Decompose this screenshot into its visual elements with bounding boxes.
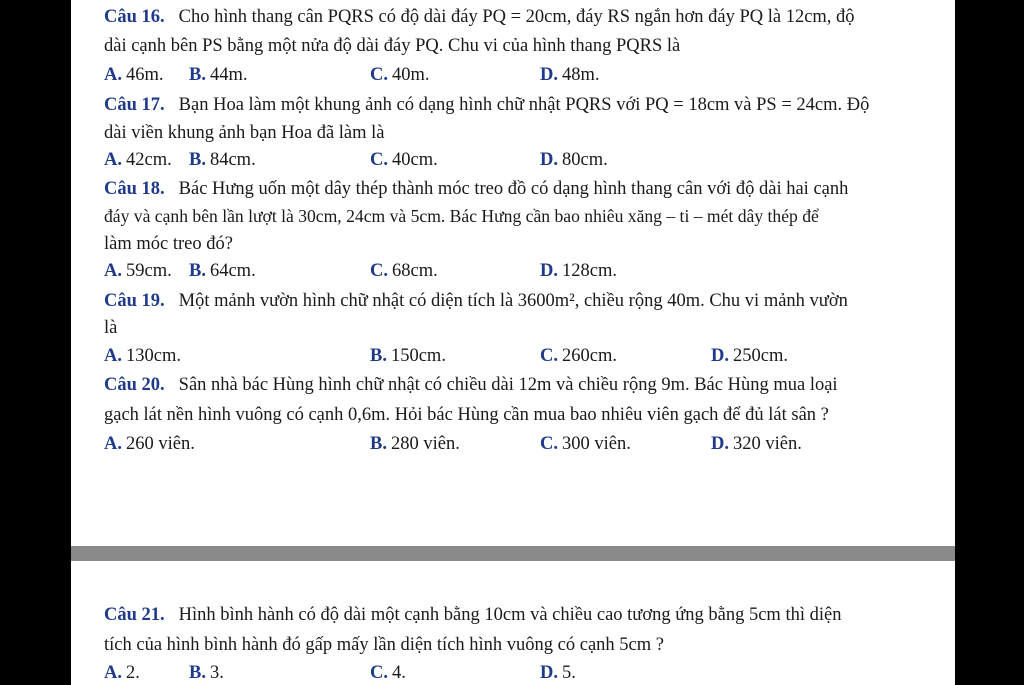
question-number: Câu 18. bbox=[104, 179, 165, 199]
question-number: Câu 19. bbox=[104, 291, 165, 311]
option-a: A. 42cm. bbox=[104, 150, 172, 170]
option-b: B. 3. bbox=[189, 663, 224, 683]
option-b: B. 150cm. bbox=[370, 346, 446, 366]
option-b: B. 84cm. bbox=[189, 150, 256, 170]
question-20-line-1: Câu 20. Sân nhà bác Hùng hình chữ nhật có chiều dài 12m và chiều rộng 9m. Bác Hùng mua loại bbox=[104, 375, 838, 395]
option-c: C. 68cm. bbox=[370, 261, 438, 281]
option-a: A. 46m. bbox=[104, 65, 164, 85]
option-d: D. 128cm. bbox=[540, 261, 617, 281]
question-19-line-2: là bbox=[104, 318, 118, 338]
question-18-line-3: làm móc treo đó? bbox=[104, 234, 233, 254]
option-c: C. 40m. bbox=[370, 65, 430, 85]
option-d: D. 48m. bbox=[540, 65, 600, 85]
question-number: Câu 20. bbox=[104, 375, 165, 395]
option-a: A. 2. bbox=[104, 663, 140, 683]
option-b: B. 280 viên. bbox=[370, 434, 460, 454]
option-c: C. 300 viên. bbox=[540, 434, 631, 454]
question-19-line-1: Câu 19. Một mảnh vườn hình chữ nhật có diện tích là 3600m², chiều rộng 40m. Chu vi mảnh vườn bbox=[104, 291, 848, 311]
question-18-line-1: Câu 18. Bác Hưng uốn một dây thép thành móc treo đồ có dạng hình thang cân với độ dài hai cạnh bbox=[104, 179, 849, 199]
option-a: A. 59cm. bbox=[104, 261, 172, 281]
option-d: D. 5. bbox=[540, 663, 576, 683]
option-c: C. 260cm. bbox=[540, 346, 617, 366]
option-b: B. 64cm. bbox=[189, 261, 256, 281]
option-a: A. 130cm. bbox=[104, 346, 181, 366]
option-d: D. 250cm. bbox=[711, 346, 788, 366]
option-c: C. 40cm. bbox=[370, 150, 438, 170]
option-d: D. 320 viên. bbox=[711, 434, 802, 454]
option-d: D. 80cm. bbox=[540, 150, 608, 170]
option-c: C. 4. bbox=[370, 663, 406, 683]
question-21-line-1: Câu 21. Hình bình hành có độ dài một cạnh bằng 10cm và chiều cao tương ứng bằng 5cm thì diện bbox=[104, 605, 842, 625]
question-16-line-2: dài cạnh bên PS bằng một nửa độ dài đáy PQ. Chu vi của hình thang PQRS là bbox=[104, 36, 681, 56]
question-number: Câu 21. bbox=[104, 605, 165, 625]
question-18-line-2: đáy và cạnh bên lần lượt là 30cm, 24cm và 5cm. Bác Hưng cần bao nhiêu xăng – ti – mét dây thép để bbox=[104, 206, 819, 226]
question-number: Câu 16. bbox=[104, 7, 165, 27]
question-20-line-2: gạch lát nền hình vuông có cạnh 0,6m. Hỏi bác Hùng cần mua bao nhiêu viên gạch để đủ lát sân ? bbox=[104, 405, 829, 425]
question-16-line-1: Câu 16. Cho hình thang cân PQRS có độ dài đáy PQ = 20cm, đáy RS ngắn hơn đáy PQ là 12cm, độ bbox=[104, 7, 855, 27]
page-separator bbox=[71, 546, 955, 561]
question-number: Câu 17. bbox=[104, 95, 165, 115]
option-a: A. 260 viên. bbox=[104, 434, 195, 454]
question-17-line-2: dài viền khung ảnh bạn Hoa đã làm là bbox=[104, 123, 385, 143]
option-b: B. 44m. bbox=[189, 65, 248, 85]
question-17-line-1: Câu 17. Bạn Hoa làm một khung ảnh có dạng hình chữ nhật PQRS với PQ = 18cm và PS = 24cm. Độ bbox=[104, 95, 870, 115]
question-21-line-2: tích của hình bình hành đó gấp mấy lần diện tích hình vuông có cạnh 5cm ? bbox=[104, 635, 664, 655]
